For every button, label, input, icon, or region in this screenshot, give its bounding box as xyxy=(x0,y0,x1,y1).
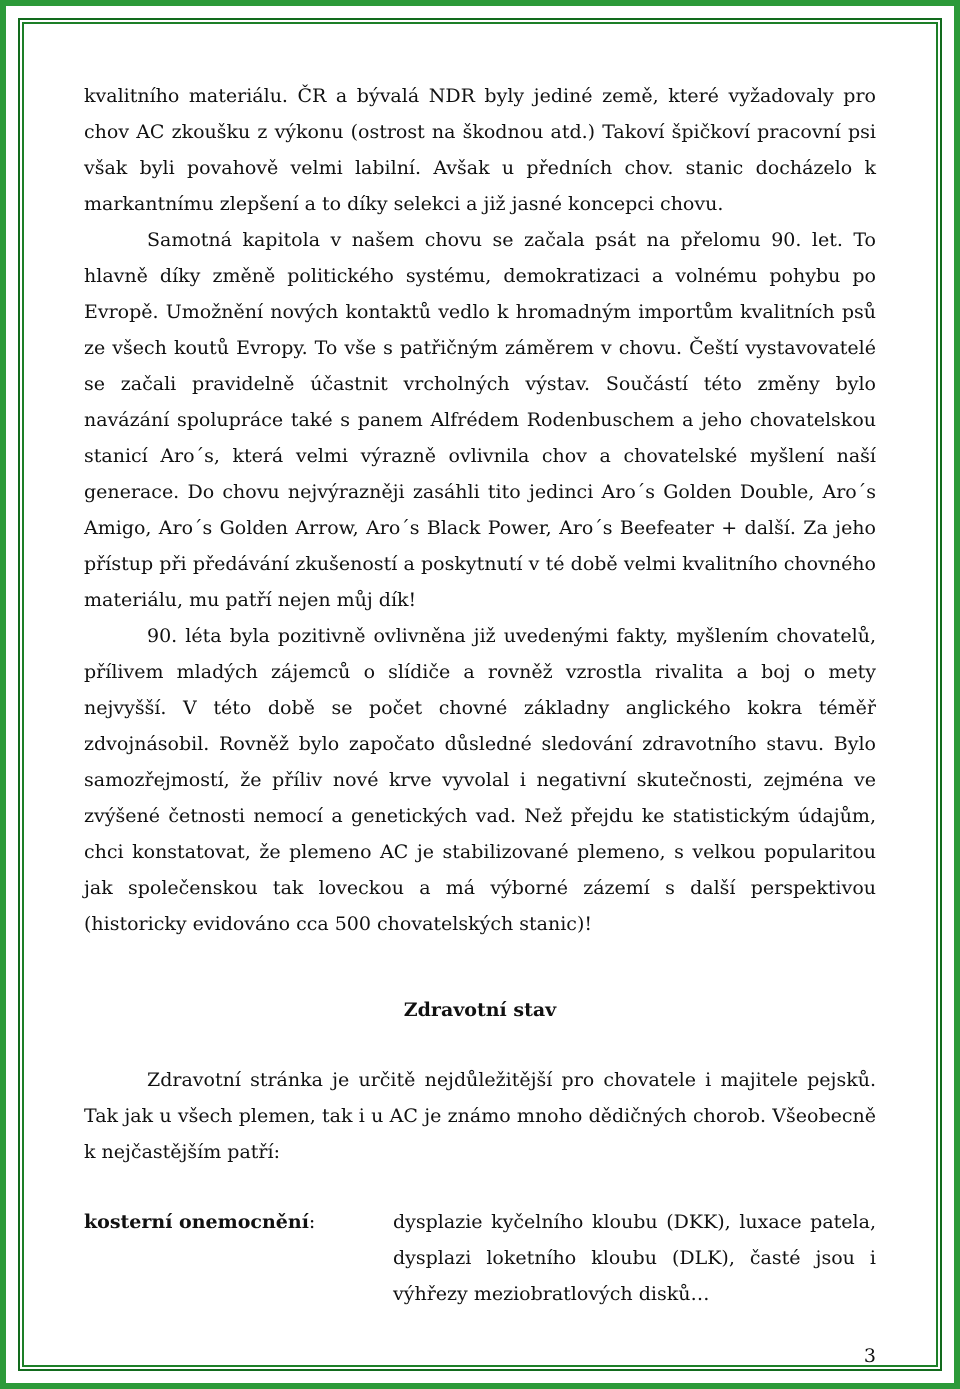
page-content xyxy=(84,78,876,1312)
definition-description: dysplazie kyčelního kloubu (DKK), luxace patela, dysplazi loketního kloubu (DLK), časté jsou i výhřezy meziobratlových disků… xyxy=(393,1211,876,1305)
section-heading: Zdravotní stav xyxy=(403,999,557,1021)
paragraph-1: kvalitního materiálu. ČR a bývalá NDR byly jediné země, které vyžadovaly pro chov AC zkoušku z výkonu (ostrost na škodnou atd.) Takoví špičkoví pracovní psi však byli povahově velmi labilní. Avšak u předních chov. stanic docházelo k markantnímu zlepšení a to díky selekci a již jasné koncepci chovu. xyxy=(84,85,876,215)
paragraph-2: Samotná kapitola v našem chovu se začala psát na přelomu 90. let. To hlavně díky změně politického systému, demokratizaci a volnému pohybu po Evropě. Umožnění nových kontaktů vedlo k hromadným importům kvalitních psů ze všech koutů Evropy. To vše s patřičným záměrem v chovu. Čeští vystavovatelé se začali pravidelně účastnit vrcholných výstav. Součástí této změny bylo navázání spolupráce také s panem Alfrédem Rodenbuschem a jeho chovatelskou stanicí Aro´s, která velmi výrazně ovlivnila chov a chovatelské myšlení naší generace. Do chovu nejvýrazněji zasáhli tito jedinci Aro´s Golden Double, Aro´s Amigo, Aro´s Golden Arrow, Aro´s Black Power, Aro´s Beefeater + další. Za jeho přístup při předávání zkušeností a poskytnutí v té době velmi kvalitního chovného materiálu, mu patří nejen můj dík! xyxy=(84,229,876,611)
definition-colon: : xyxy=(308,1211,316,1233)
paragraph-3: 90. léta byla pozitivně ovlivněna již uvedenými fakty, myšlením chovatelů, přílivem mladých zájemců o slídiče a rovněž vzrostla rivalita a boj o mety nejvyšší. V této době se počet chovné základny anglického kokra téměř zdvojnásobil. Rovněž bylo započato důsledné sledování zdravotního stavu. Bylo samozřejmostí, že příliv nové krve vyvolal i negativní skutečnosti, zejména ve zvýšené četnosti nemocí a genetických vad. Než přejdu ke statistickým údajům, chci konstatovat, že plemeno AC je stabilizované plemeno, s velkou popularitou jak společenskou tak loveckou a má výborné zázemí s další perspektivou (historicky evidováno cca 500 chovatelských stanic)! xyxy=(84,625,876,935)
definition-row xyxy=(84,1204,876,1312)
definition-term-text: kosterní onemocnění xyxy=(84,1211,309,1233)
section-intro: Zdravotní stránka je určitě nejdůležitější pro chovatele i majitele pejsků. Tak jak u všech plemen, tak i u AC je známo mnoho dědičných chorob. Všeobecně k nejčastějším patří: xyxy=(84,1069,876,1163)
definition-term xyxy=(84,1204,393,1312)
page-number: 3 xyxy=(863,1345,876,1367)
